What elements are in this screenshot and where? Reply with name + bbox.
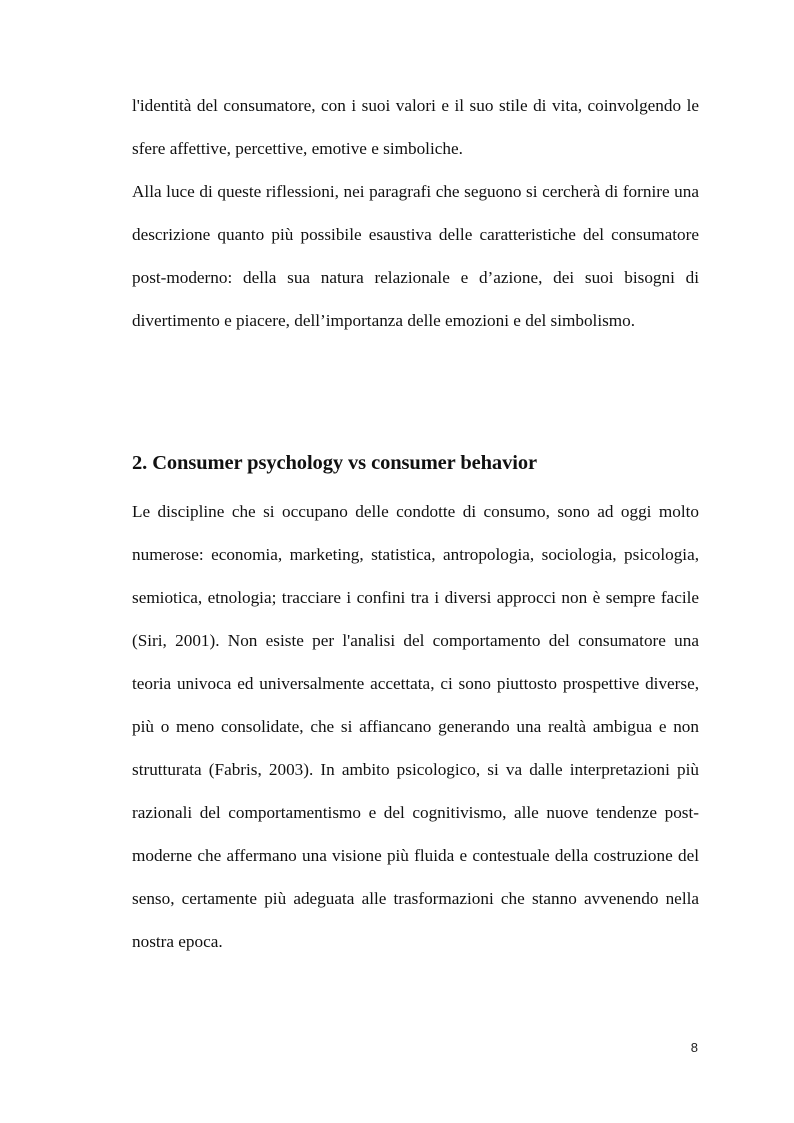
paragraph-text: Alla luce di queste riflessioni, nei paragrafi che seguono si cercherà di fornire una descrizione quanto più possibile esaustiva delle caratteristiche del consumatore post-moderno: della sua natura relazionale e d’azione, dei suoi bisogni di divertimento e piacere, dell’importanza delle emozioni e del simbolismo. [132,182,699,330]
section-heading: 2. Consumer psychology vs consumer behavior [132,452,537,474]
paragraph-text: l'identità del consumatore, con i suoi valori e il suo stile di vita, coinvolgendo le sfere affettive, percettive, emotive e simboliche. [132,96,699,158]
paragraph-reflections [132,170,699,342]
page-number: 8 [690,1040,698,1055]
section-heading-block [132,448,699,478]
paragraph-disciplines [132,490,699,963]
paragraph-text: Le discipline che si occupano delle condotte di consumo, sono ad oggi molto numerose: economia, marketing, statistica, antropologia, sociologia, psicologia, semiotica, etnologia; tracciare i confini tra i diversi approcci non è sempre facile (Siri, 2001). Non esiste per l'analisi del comportamento del consumatore una teoria univoca ed universalmente accettata, ci sono piuttosto prospettive diverse, più o meno consolidate, che si affiancano generando una realtà ambigua e non strutturata (Fabris, 2003). In ambito psicologico, si va dalle interpretazioni più razionali del comportamentismo e del cognitivismo, alle nuove tendenze post-moderne che affermano una visione più fluida e contestuale della costruzione del senso, certamente più adeguata alle trasformazioni che stanno avvenendo nella nostra epoca. [132,502,699,951]
paragraph-continuation [132,84,699,170]
